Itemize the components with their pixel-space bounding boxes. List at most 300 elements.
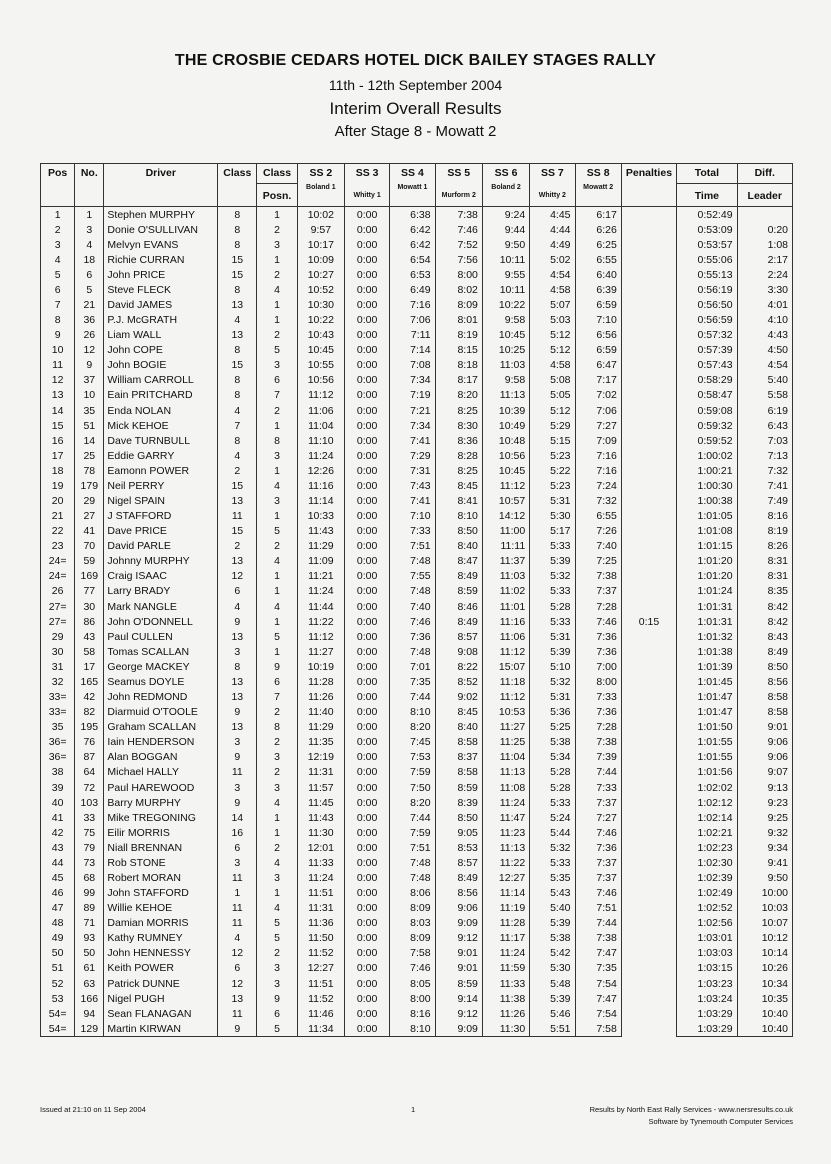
cell-no: 1 [75,207,104,223]
cell-ss2: 11:52 [297,991,344,1006]
cell-driver: John HENNESSY [104,946,218,961]
cell-no: 25 [75,448,104,463]
cell-ss3: 0:00 [344,554,389,569]
cell-total-time: 0:55:13 [677,267,737,282]
cell-class-posn: 1 [257,313,297,328]
cell-diff-leader: 8:31 [737,569,792,584]
cell-no: 77 [75,584,104,599]
cell-ss8: 7:46 [575,825,621,840]
cell-pos: 53 [41,991,75,1006]
cell-ss4: 8:09 [390,931,435,946]
cell-ss8: 6:55 [575,509,621,524]
cell-diff-leader: 9:50 [737,870,792,885]
cell-class-posn: 6 [257,674,297,689]
cell-ss7: 5:23 [530,448,575,463]
cell-ss7: 5:35 [530,870,575,885]
cell-class-posn: 4 [257,855,297,870]
table-row [41,1021,793,1037]
cell-diff-leader: 10:14 [737,946,792,961]
cell-ss4: 7:36 [390,629,435,644]
cell-driver: Mark NANGLE [104,599,218,614]
cell-total-time: 0:53:09 [677,222,737,237]
cell-ss5: 9:14 [435,991,482,1006]
cell-ss4: 7:08 [390,358,435,373]
cell-ss3: 0:00 [344,207,389,223]
cell-no: 63 [75,976,104,991]
cell-no: 12 [75,343,104,358]
cell-ss7: 4:49 [530,237,575,252]
cell-class: 9 [218,750,257,765]
col-header-ss3 [344,164,389,207]
cell-ss6: 9:58 [482,313,529,328]
cell-diff-leader: 3:30 [737,282,792,297]
cell-class: 3 [218,780,257,795]
cell-no: 51 [75,418,104,433]
cell-ss2: 11:31 [297,765,344,780]
cell-diff-leader: 4:43 [737,328,792,343]
cell-ss3: 0:00 [344,252,389,267]
cell-ss4: 8:16 [390,1006,435,1021]
cell-ss7: 5:43 [530,886,575,901]
cell-no: 6 [75,267,104,282]
cell-class: 7 [218,418,257,433]
cell-driver: Craig ISAAC [104,569,218,584]
cell-ss6: 11:08 [482,780,529,795]
cell-diff-leader: 2:17 [737,252,792,267]
cell-ss7: 5:31 [530,690,575,705]
cell-pos: 19 [41,478,75,493]
cell-ss6: 11:27 [482,720,529,735]
cell-ss6: 10:11 [482,252,529,267]
cell-total-time: 1:02:21 [677,825,737,840]
cell-ss8: 7:46 [575,614,621,629]
cell-diff-leader: 10:03 [737,901,792,916]
cell-no: 94 [75,1006,104,1021]
cell-total-time: 1:02:23 [677,840,737,855]
cell-no: 72 [75,780,104,795]
cell-driver: John STAFFORD [104,886,218,901]
cell-ss6: 11:12 [482,644,529,659]
table-row [41,961,793,976]
cell-ss4: 7:34 [390,373,435,388]
cell-pos: 38 [41,765,75,780]
cell-ss2: 11:34 [297,1021,344,1037]
cell-pos: 11 [41,358,75,373]
table-row [41,418,793,433]
cell-ss5: 8:28 [435,448,482,463]
cell-penalties [621,207,676,1037]
cell-ss8: 7:35 [575,961,621,976]
table-row [41,720,793,735]
cell-class: 6 [218,961,257,976]
cell-class-posn: 2 [257,840,297,855]
cell-ss5: 8:22 [435,659,482,674]
cell-ss2: 10:19 [297,659,344,674]
cell-ss6: 9:58 [482,373,529,388]
col-header-driver: Driver [104,164,218,207]
cell-class: 13 [218,554,257,569]
cell-ss3: 0:00 [344,659,389,674]
cell-total-time: 0:57:39 [677,343,737,358]
cell-total-time: 1:01:31 [677,614,737,629]
cell-no: 30 [75,599,104,614]
cell-class-posn: 6 [257,1006,297,1021]
col-header-diff-top: Diff. [738,164,792,184]
cell-ss6: 11:03 [482,569,529,584]
cell-pos: 29 [41,629,75,644]
cell-ss3: 0:00 [344,750,389,765]
cell-ss3: 0:00 [344,946,389,961]
cell-total-time: 1:02:49 [677,886,737,901]
cell-ss8: 6:26 [575,222,621,237]
cell-no: 70 [75,539,104,554]
cell-pos: 6 [41,282,75,297]
cell-diff-leader: 9:25 [737,810,792,825]
cell-diff-leader [737,207,792,223]
cell-ss7: 5:33 [530,539,575,554]
cell-pos: 2 [41,222,75,237]
cell-driver: Robert MORAN [104,870,218,885]
cell-no: 73 [75,855,104,870]
cell-class-posn: 2 [257,946,297,961]
cell-ss6: 10:39 [482,403,529,418]
cell-ss3: 0:00 [344,870,389,885]
cell-class-posn: 1 [257,644,297,659]
table-row [41,870,793,885]
col-header-class-posn [257,164,297,207]
cell-class: 4 [218,403,257,418]
cell-pos: 35 [41,720,75,735]
cell-pos: 15 [41,418,75,433]
cell-ss5: 8:45 [435,478,482,493]
cell-class-posn: 1 [257,569,297,584]
cell-ss2: 11:40 [297,705,344,720]
cell-diff-leader: 7:41 [737,478,792,493]
cell-diff-leader: 8:31 [737,554,792,569]
cell-ss6: 10:49 [482,418,529,433]
table-row [41,855,793,870]
cell-total-time: 1:01:39 [677,659,737,674]
cell-ss5: 8:57 [435,629,482,644]
table-row [41,690,793,705]
cell-ss3: 0:00 [344,282,389,297]
cell-diff-leader: 10:40 [737,1006,792,1021]
cell-ss4: 8:10 [390,705,435,720]
col-header-diff-bottom: Leader [747,190,782,202]
table-row [41,976,793,991]
cell-class: 2 [218,539,257,554]
cell-pos: 54= [41,1021,75,1037]
cell-ss4: 8:09 [390,901,435,916]
table-row [41,313,793,328]
cell-ss3: 0:00 [344,614,389,629]
cell-class-posn: 3 [257,961,297,976]
cell-ss6: 9:44 [482,222,529,237]
cell-ss4: 7:43 [390,478,435,493]
cell-ss2: 11:27 [297,644,344,659]
cell-class-posn: 1 [257,810,297,825]
cell-no: 37 [75,373,104,388]
cell-diff-leader: 4:54 [737,358,792,373]
cell-ss5: 9:09 [435,1021,482,1037]
cell-driver: Damian MORRIS [104,916,218,931]
cell-ss8: 6:55 [575,252,621,267]
cell-ss3: 0:00 [344,418,389,433]
cell-ss8: 7:37 [575,584,621,599]
cell-diff-leader: 9:13 [737,780,792,795]
cell-ss3: 0:00 [344,373,389,388]
cell-no: 42 [75,690,104,705]
cell-ss2: 11:51 [297,886,344,901]
cell-ss6: 12:27 [482,870,529,885]
cell-ss2: 11:16 [297,478,344,493]
cell-ss3: 0:00 [344,644,389,659]
cell-class-posn: 3 [257,358,297,373]
table-row [41,207,793,223]
cell-pos: 7 [41,297,75,312]
cell-ss7: 5:33 [530,855,575,870]
cell-ss7: 5:32 [530,569,575,584]
cell-ss2: 10:45 [297,343,344,358]
cell-class: 8 [218,207,257,223]
table-row [41,524,793,539]
cell-ss8: 7:27 [575,418,621,433]
cell-no: 75 [75,825,104,840]
cell-diff-leader: 10:12 [737,931,792,946]
cell-class: 4 [218,931,257,946]
cell-class-posn: 2 [257,222,297,237]
cell-total-time: 0:56:59 [677,313,737,328]
cell-ss7: 5:22 [530,463,575,478]
cell-pos: 44 [41,855,75,870]
cell-total-time: 0:53:57 [677,237,737,252]
after-stage-label: After Stage 8 - Mowatt 2 [334,123,497,140]
table-row [41,478,793,493]
cell-ss6: 11:11 [482,539,529,554]
cell-pos: 1 [41,207,75,223]
cell-diff-leader: 8:58 [737,705,792,720]
cell-diff-leader: 8:50 [737,659,792,674]
cell-total-time: 0:59:52 [677,433,737,448]
cell-ss6: 11:16 [482,614,529,629]
cell-ss8: 6:59 [575,297,621,312]
cell-ss7: 5:42 [530,946,575,961]
cell-no: 36 [75,313,104,328]
cell-ss7: 5:08 [530,373,575,388]
cell-ss6: 10:56 [482,448,529,463]
cell-no: 58 [75,644,104,659]
col-header-ss7 [530,164,575,207]
cell-ss6: 10:45 [482,463,529,478]
cell-ss2: 11:24 [297,584,344,599]
cell-ss3: 0:00 [344,855,389,870]
cell-total-time: 1:00:21 [677,463,737,478]
cell-no: 82 [75,705,104,720]
cell-ss7: 5:24 [530,810,575,825]
table-row [41,252,793,267]
cell-total-time: 0:55:06 [677,252,737,267]
cell-total-time: 1:02:39 [677,870,737,885]
cell-no: 129 [75,1021,104,1037]
cell-ss2: 11:14 [297,493,344,508]
table-row [41,810,793,825]
cell-no: 89 [75,901,104,916]
cell-class-posn: 1 [257,418,297,433]
cell-total-time: 1:00:38 [677,493,737,508]
cell-ss5: 8:10 [435,509,482,524]
cell-class: 4 [218,448,257,463]
cell-ss6: 11:13 [482,388,529,403]
cell-no: 21 [75,297,104,312]
cell-class: 3 [218,644,257,659]
col-header-ss7-stage: Whitty 2 [538,192,566,199]
cell-ss5: 8:59 [435,584,482,599]
col-header-total-top: Total [677,164,736,184]
cell-ss6: 11:38 [482,991,529,1006]
cell-pos: 23 [41,539,75,554]
cell-pos: 50 [41,946,75,961]
cell-class: 12 [218,976,257,991]
cell-ss4: 7:55 [390,569,435,584]
col-header-ss8-stage: Mowatt 2 [583,184,614,191]
cell-ss3: 0:00 [344,795,389,810]
cell-ss2: 11:10 [297,433,344,448]
cell-ss5: 8:39 [435,795,482,810]
cell-ss4: 7:11 [390,328,435,343]
cell-ss6: 11:30 [482,1021,529,1037]
cell-ss3: 0:00 [344,765,389,780]
cell-diff-leader: 4:10 [737,313,792,328]
cell-class-posn: 2 [257,735,297,750]
cell-ss8: 6:17 [575,207,621,223]
table-row [41,584,793,599]
cell-ss8: 6:59 [575,343,621,358]
cell-class: 12 [218,569,257,584]
cell-class: 4 [218,599,257,614]
cell-class: 15 [218,358,257,373]
col-header-total-time [677,164,737,207]
results-body [41,207,793,1037]
cell-class-posn: 5 [257,524,297,539]
cell-ss8: 7:32 [575,493,621,508]
cell-ss7: 5:38 [530,931,575,946]
table-row [41,886,793,901]
cell-ss8: 7:36 [575,705,621,720]
cell-class: 12 [218,946,257,961]
cell-ss3: 0:00 [344,690,389,705]
table-row [41,509,793,524]
cell-total-time: 1:01:08 [677,524,737,539]
cell-ss7: 5:48 [530,976,575,991]
cell-class-posn: 3 [257,780,297,795]
cell-diff-leader: 10:40 [737,1021,792,1037]
col-header-class-posn-top: Class [257,164,296,184]
cell-driver: Stephen MURPHY [104,207,218,223]
cell-ss7: 5:39 [530,991,575,1006]
cell-class: 8 [218,433,257,448]
cell-ss8: 7:28 [575,599,621,614]
cell-class: 8 [218,659,257,674]
cell-ss3: 0:00 [344,901,389,916]
cell-ss8: 7:00 [575,659,621,674]
cell-driver: Mick KEHOE [104,418,218,433]
cell-ss8: 7:36 [575,840,621,855]
cell-ss3: 0:00 [344,524,389,539]
cell-ss6: 11:19 [482,901,529,916]
cell-diff-leader: 7:32 [737,463,792,478]
table-row [41,780,793,795]
cell-total-time: 1:01:47 [677,705,737,720]
cell-pos: 49 [41,931,75,946]
cell-ss6: 11:37 [482,554,529,569]
cell-class: 11 [218,901,257,916]
cell-ss7: 5:38 [530,735,575,750]
cell-diff-leader: 5:58 [737,388,792,403]
cell-class-posn: 9 [257,991,297,1006]
cell-diff-leader: 8:42 [737,599,792,614]
cell-ss4: 7:40 [390,599,435,614]
cell-class-posn: 3 [257,448,297,463]
cell-ss8: 6:39 [575,282,621,297]
cell-ss2: 11:50 [297,931,344,946]
cell-ss8: 7:06 [575,403,621,418]
cell-ss8: 7:47 [575,946,621,961]
cell-diff-leader: 1:08 [737,237,792,252]
cell-driver: Melvyn EVANS [104,237,218,252]
cell-ss8: 7:09 [575,433,621,448]
cell-driver: Paul CULLEN [104,629,218,644]
cell-ss2: 11:36 [297,916,344,931]
cell-ss5: 8:40 [435,720,482,735]
cell-ss2: 11:29 [297,720,344,735]
cell-diff-leader: 9:01 [737,720,792,735]
cell-class: 14 [218,810,257,825]
cell-ss7: 5:12 [530,403,575,418]
cell-class: 6 [218,840,257,855]
cell-ss6: 11:33 [482,976,529,991]
cell-total-time: 1:02:56 [677,916,737,931]
cell-class-posn: 1 [257,886,297,901]
cell-ss3: 0:00 [344,991,389,1006]
cell-total-time: 0:59:08 [677,403,737,418]
cell-ss8: 6:40 [575,267,621,282]
cell-ss4: 7:06 [390,313,435,328]
cell-total-time: 1:01:55 [677,750,737,765]
cell-class: 9 [218,1021,257,1037]
cell-ss3: 0:00 [344,267,389,282]
cell-ss6: 10:57 [482,493,529,508]
cell-ss3: 0:00 [344,343,389,358]
cell-ss2: 12:26 [297,463,344,478]
cell-ss7: 5:25 [530,720,575,735]
cell-ss8: 7:46 [575,886,621,901]
cell-diff-leader: 8:43 [737,629,792,644]
cell-ss2: 10:22 [297,313,344,328]
table-row [41,237,793,252]
cell-driver: Richie CURRAN [104,252,218,267]
cell-diff-leader: 2:24 [737,267,792,282]
cell-ss7: 5:39 [530,644,575,659]
cell-ss8: 7:44 [575,765,621,780]
cell-ss2: 11:31 [297,901,344,916]
cell-class: 8 [218,373,257,388]
cell-ss7: 5:32 [530,840,575,855]
cell-pos: 32 [41,674,75,689]
table-row [41,403,793,418]
cell-ss7: 5:29 [530,418,575,433]
cell-total-time: 1:03:03 [677,946,737,961]
cell-ss8: 6:47 [575,358,621,373]
